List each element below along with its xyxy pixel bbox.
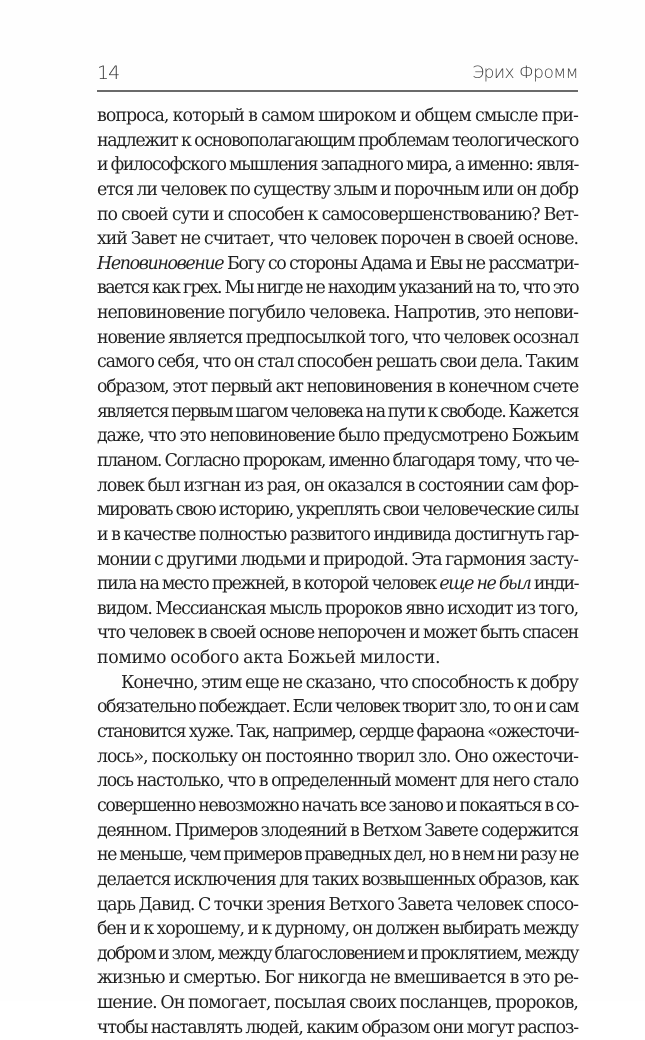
text-line: царь Давид. С точки зрения Ветхого Завета человек спосо- [97,894,578,915]
text-line: планом. Согласно пророкам, именно благодаря тому, что че- [97,450,578,471]
text-line: по своей сути и способен к самосовершенствованию? Вет- [97,204,578,225]
text-line: что человек в своей основе непорочен и может быть спасен [97,623,578,644]
text-line: вается как грех. Мы нигде не находим указаний на то, что это [97,278,578,299]
body-text [97,104,578,1040]
running-head [97,60,578,88]
text-line: надлежит к основополагающим проблемам теологического [97,130,578,151]
text-line: мировать свою историю, укреплять свои человеческие силы [97,500,578,521]
italic-emphasis: Неповиновение [97,253,224,274]
text-line: совершенно невозможно начать все заново и покаяться в со- [97,795,578,816]
text-line: лось», поскольку он постоянно творил зло. Оно ожесточи- [97,746,578,767]
text-line: добром и злом, между благословением и проклятием, между [97,943,578,964]
text-line: не меньше, чем примеров праведных дел, но в нем ни разу не [97,845,578,866]
text-line: становится хуже. Так, например, сердце фараона «ожесточи- [97,722,578,743]
text-line-paragraph-start: Конечно, этим еще не сказано, что способность к добру [121,672,578,693]
text-line: лось настолько, что в определенный момент для него стало [97,771,578,792]
text-fragment: инди- [530,574,579,595]
text-line: бен и к хорошему, и к дурному, он должен выбирать между [97,919,578,940]
page-number: 14 [97,62,120,84]
text-line: видом. Мессианская мысль пророков явно исходит из того, [97,598,578,619]
text-line: чтобы наставлять людей, каким образом они могут распоз- [97,1017,578,1038]
text-line [97,572,578,597]
text-line: монии с другими людьми и природой. Эта гармония засту- [97,549,578,570]
italic-emphasis: еще не был [439,574,531,595]
text-line: вопроса, который в самом широком и общем смысле при- [97,106,578,126]
text-line [97,252,578,277]
text-fragment: пила на место прежней, в которой человек [97,574,440,595]
text-line-paragraph-end: помимо особого акта Божьей милости. [97,648,441,669]
text-line: жизнью и смертью. Бог никогда не вмешивается в это ре- [97,968,578,989]
running-head-author: Эрих Фромм [472,63,578,83]
text-line: обязательно побеждает. Если человек творит зло, то он и сам [97,697,578,718]
text-line: и в качестве полностью развитого индивида достигнуть гар- [97,524,578,545]
text-line: неповиновение погубило человека. Напротив, это непови- [97,303,578,324]
text-line: образом, этот первый акт неповиновения в конечном счете [97,377,578,398]
text-line: ется ли человек по существу злым и порочным или он добр [97,179,578,200]
text-line: и философского мышления западного мира, а именно: явля- [97,155,578,176]
text-line: деянном. Примеров злодеяний в Ветхом Завете содержится [97,820,578,841]
text-line: даже, что это неповиновение было предусмотрено Божьим [97,426,578,447]
text-line: ловек был изгнан из рая, он оказался в состоянии сам фор- [97,475,578,496]
text-line: делается исключения для таких возвышенных образов, как [97,869,578,890]
text-line: самого себя, что он стал способен решать свои дела. Таким [97,352,578,373]
text-line: хий Завет не считает, что человек порочен в своей основе. [97,229,578,250]
text-fragment: Богу со стороны Адама и Евы не рассматри- [223,253,578,274]
text-line: шение. Он помогает, посылая своих посланцев, пророков, [97,993,578,1014]
text-line: является первым шагом человека на пути к свободе. Кажется [97,401,578,422]
text-line: новение является предпосылкой того, что человек осознал [97,327,578,348]
header-rule [97,90,578,92]
